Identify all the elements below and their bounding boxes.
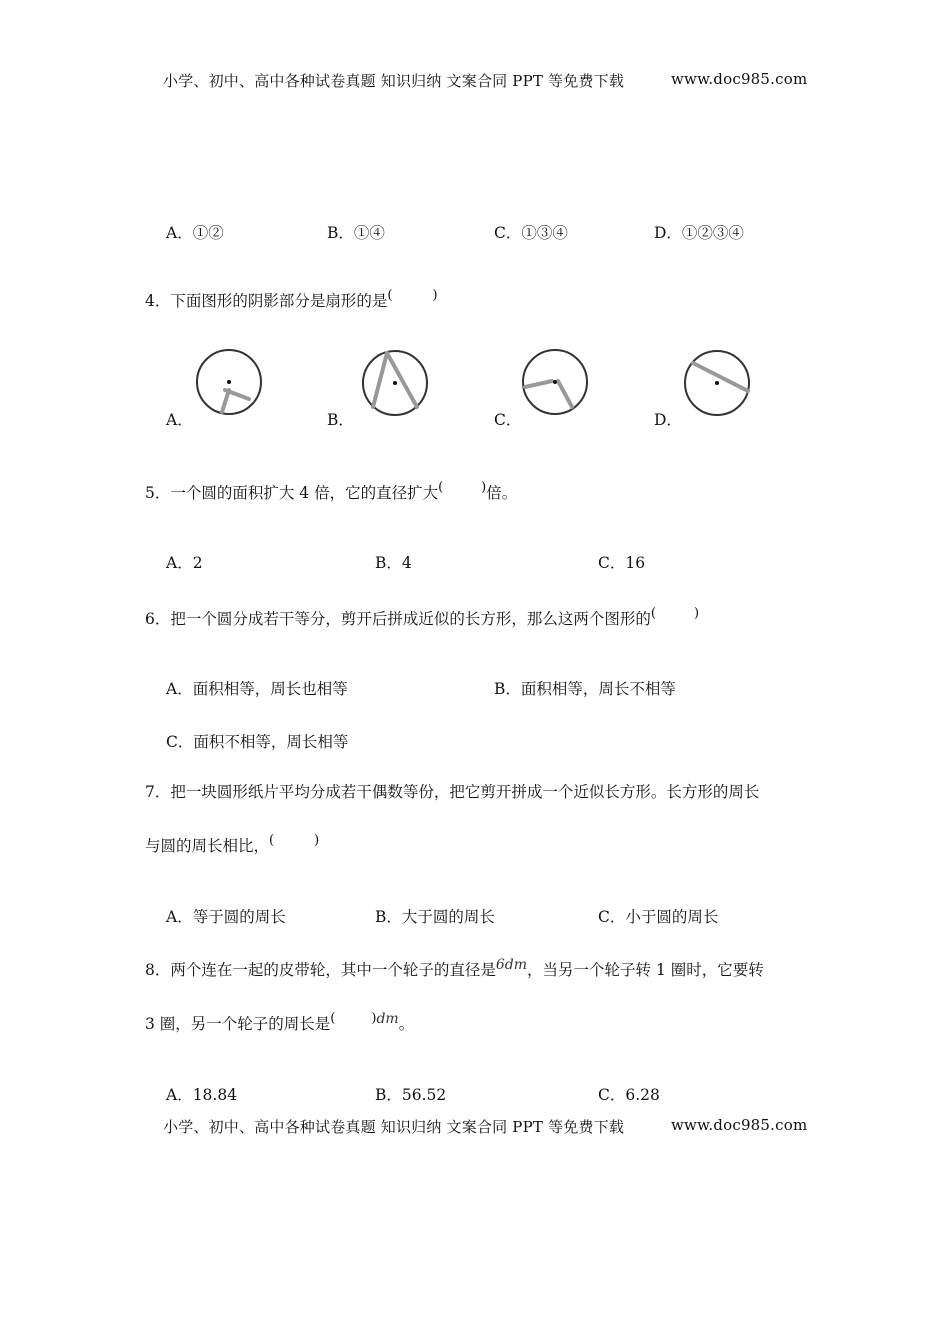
q7-line2 [145, 834, 319, 856]
q8-paren-open: ( [330, 1011, 336, 1026]
footer-url[interactable]: www.doc985.com [671, 1116, 808, 1134]
q6-paren-open: ( [650, 606, 656, 621]
q7-line1: 7．把一块圆形纸片平均分成若干偶数等份，把它剪开拼成一个近似长方形。长方形的周长 [145, 783, 760, 801]
q7-option-a[interactable]: A．等于圆的周长 [166, 908, 286, 926]
header-url[interactable]: www.doc985.com [671, 70, 808, 88]
q7-paren-close: ) [314, 833, 320, 848]
q4-paren-open: ( [387, 288, 393, 303]
q3-option-b[interactable]: B．①④ [327, 224, 385, 242]
q7-option-b[interactable]: B．大于圆的周长 [375, 908, 495, 926]
q3-option-a[interactable]: A．①② [166, 224, 224, 242]
q5-stem-text: 5．一个圆的面积扩大 4 倍，它的直径扩大 [145, 484, 439, 502]
q4-figure-b [359, 349, 431, 417]
q8-unit: dm [376, 1011, 399, 1027]
q3-option-c[interactable]: C．①③④ [494, 224, 568, 242]
q4-stem-text: 4．下面图形的阴影部分是扇形的是 [145, 292, 388, 310]
q5-paren-close: ) [481, 480, 487, 495]
q8-paren-close: ) [371, 1011, 377, 1026]
q8-line2 [145, 1012, 414, 1034]
q5-suffix: 倍。 [486, 484, 518, 502]
q4-figure-c [520, 349, 590, 415]
q4-option-c[interactable]: C． [494, 411, 522, 429]
q5-stem [145, 481, 517, 503]
q3-option-d[interactable]: D．①②③④ [654, 224, 744, 242]
q7-paren-open: ( [269, 833, 275, 848]
q8-line2-b: 。 [398, 1015, 415, 1033]
q5-option-b[interactable]: B．4 [375, 554, 412, 572]
footer-text: 小学、初中、高中各种试卷真题 知识归纳 文案合同 PPT 等免费下载 [163, 1118, 625, 1136]
q8-diameter: 6dm [495, 957, 528, 973]
q8-line1 [145, 958, 764, 980]
q8-option-b[interactable]: B．56.52 [375, 1086, 447, 1104]
q8-option-c[interactable]: C．6.28 [598, 1086, 660, 1104]
q6-stem-text: 6．把一个圆分成若干等分，剪开后拼成近似的长方形，那么这两个图形的 [145, 610, 651, 628]
q8-line1-a: 8．两个连在一起的皮带轮，其中一个轮子的直径是 [145, 961, 496, 979]
q6-stem [145, 607, 699, 629]
q6-option-b[interactable]: B．面积相等，周长不相等 [494, 680, 676, 698]
q5-option-a[interactable]: A．2 [166, 554, 203, 572]
q6-option-a[interactable]: A．面积相等，周长也相等 [166, 680, 348, 698]
q4-option-a[interactable]: A． [166, 411, 193, 429]
q6-option-c[interactable]: C．面积不相等，周长相等 [166, 733, 349, 751]
q4-figure-a [192, 349, 266, 415]
q4-option-d[interactable]: D． [654, 411, 682, 429]
q7-option-c[interactable]: C．小于圆的周长 [598, 908, 719, 926]
q4-figure-d [681, 349, 753, 417]
q5-option-c[interactable]: C．16 [598, 554, 646, 572]
q6-paren-close: ) [693, 606, 700, 621]
q4-stem [145, 289, 438, 311]
q5-paren-open: ( [438, 480, 444, 495]
header-text: 小学、初中、高中各种试卷真题 知识归纳 文案合同 PPT 等免费下载 [163, 72, 625, 90]
q8-line1-b: ，当另一个轮子转 1 圈时，它要转 [527, 961, 764, 979]
q4-option-b[interactable]: B． [327, 411, 354, 429]
q7-line2-text: 与圆的周长相比， [145, 837, 270, 855]
q8-line2-a: 3 圈，另一个轮子的周长是 [145, 1015, 331, 1033]
q8-option-a[interactable]: A．18.84 [166, 1086, 238, 1104]
q4-paren-close: ) [432, 288, 438, 303]
